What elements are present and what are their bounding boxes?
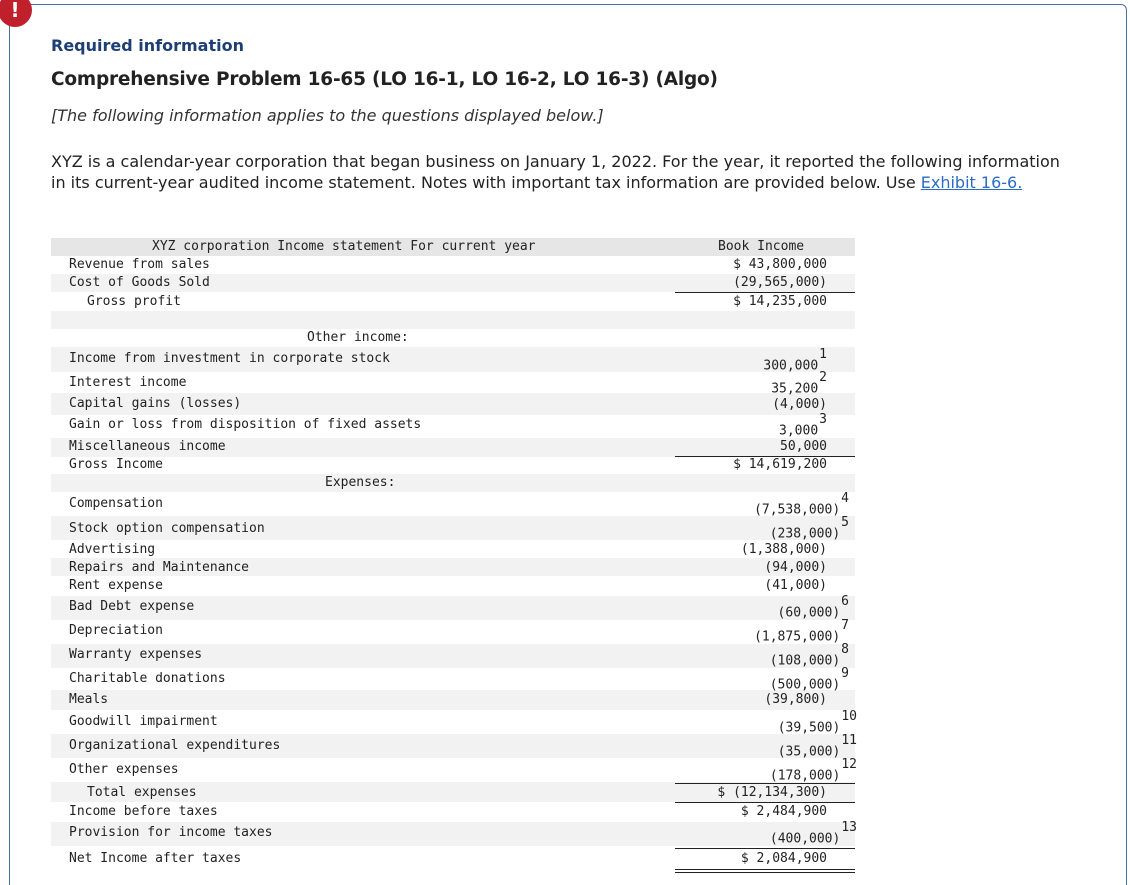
footnote-ref: 7 [841, 618, 849, 633]
row-label: Gross profit [87, 294, 181, 309]
row-value: 3,000$^3$ [779, 412, 827, 439]
row-value: 300,000$^1$ [763, 347, 827, 374]
row-label: Other expenses [69, 762, 179, 777]
row-label: Meals [69, 692, 109, 707]
row-value: 50,000 [780, 439, 827, 454]
row-value: (94,000) [764, 560, 827, 575]
alert-icon: ! [0, 0, 32, 27]
row-label: Charitable donations [69, 671, 226, 686]
row-value: $ 2,084,900 [740, 851, 827, 866]
row-label: Stock option compensation [69, 521, 265, 536]
expenses-header: Expenses: [325, 475, 396, 490]
row-label: Miscellaneous income [69, 439, 226, 454]
footnote-ref: 9 [841, 666, 849, 681]
row-value: (41,000) [764, 578, 827, 593]
footnote-ref: 10 [841, 709, 857, 724]
footnote-ref: 2 [819, 370, 827, 385]
row-value: $ 43,800,000 [733, 257, 827, 272]
row-label: Gross Income [69, 457, 163, 472]
problem-title: Comprehensive Problem 16-65 (LO 16-1, LO 16-2, LO 16-3) (Algo) [51, 69, 718, 90]
row-value: $(35,000)^{11}$ [777, 733, 857, 760]
double-rule-bottom [675, 872, 855, 873]
row-label: Gain or loss from disposition of fixed assets [69, 417, 422, 432]
intro-paragraph [51, 151, 1061, 193]
row-value: (1,388,000) [740, 542, 827, 557]
row-value: (39,800) [764, 692, 827, 707]
applies-note: [The following information applies to the questions displayed below.] [51, 106, 604, 125]
row-value: $ 2,484,900 [740, 804, 827, 819]
row-value: $ 14,619,200 [733, 457, 827, 472]
row-band [51, 474, 855, 492]
double-rule-top [675, 869, 855, 870]
row-band [51, 690, 855, 710]
row-label: Interest income [69, 375, 187, 390]
subtotal-rule [675, 292, 855, 293]
exhibit-link[interactable]: Exhibit 16-6. [920, 173, 1023, 192]
row-label: Rent expense [69, 578, 163, 593]
footnote-ref: 4 [841, 491, 849, 506]
subtotal-rule [675, 783, 855, 784]
subtotal-rule [675, 848, 855, 849]
row-label: Warranty expenses [69, 647, 203, 662]
row-value: $(238,000)^5$ [769, 515, 849, 542]
row-label: Depreciation [69, 623, 163, 638]
row-label: Cost of Goods Sold [69, 275, 210, 290]
row-value: $(400,000)^{13}$ [769, 820, 857, 847]
book-income-header: Book Income [718, 239, 805, 254]
row-label: Income from investment in corporate stock [69, 351, 390, 366]
row-label: Capital gains (losses) [69, 396, 242, 411]
footnote-ref: 1 [819, 347, 827, 362]
row-value: $ 14,235,000 [733, 294, 827, 309]
footnote-ref: 12 [841, 757, 857, 772]
footnote-ref: 8 [841, 642, 849, 657]
intro-text: XYZ is a calendar-year corporation that began business on January 1, 2022. For the year, it reported the following information in its current-year audited income statement. Notes with important tax information are provided below. Use [51, 152, 1060, 192]
other-income-header: Other income: [307, 330, 409, 345]
row-value: $(1,875,000)^7$ [754, 618, 849, 645]
row-label: Compensation [69, 496, 163, 511]
row-label: Provision for income taxes [69, 825, 273, 840]
row-label: Goodwill impairment [69, 714, 218, 729]
row-label: Income before taxes [69, 804, 218, 819]
row-label: Organizational expenditures [69, 738, 281, 753]
row-value: $ (12,134,300) [717, 785, 827, 800]
row-value: (4,000) [772, 397, 827, 412]
row-label: Total expenses [87, 785, 197, 800]
footnote-ref: 3 [819, 412, 827, 427]
row-value: $(60,000)^6$ [777, 594, 849, 621]
footnote-ref: 5 [841, 515, 849, 530]
row-value: $(500,000)^9$ [769, 666, 849, 693]
row-value: $(108,000)^8$ [769, 642, 849, 669]
row-label: Net Income after taxes [69, 851, 242, 866]
row-value: 35,200$^2$ [771, 370, 827, 397]
footnote-ref: 13 [841, 820, 857, 835]
row-label: Revenue from sales [69, 257, 210, 272]
row-label: Repairs and Maintenance [69, 560, 250, 575]
footnote-ref: 6 [841, 594, 849, 609]
row-value: $(39,500)^{10}$ [777, 709, 857, 736]
row-value: $(7,538,000)^4$ [754, 491, 849, 518]
row-value: $(178,000)^{12}$ [769, 757, 857, 784]
row-label: Bad Debt expense [69, 599, 195, 614]
footnote-ref: 11 [841, 733, 857, 748]
row-label: Advertising [69, 542, 156, 557]
row-value: (29,565,000) [733, 275, 827, 290]
statement-title: XYZ corporation Income statement For current year [152, 239, 536, 254]
row-band [51, 311, 855, 329]
required-info-heading: Required information [51, 36, 244, 55]
subtotal-rule [675, 802, 855, 803]
